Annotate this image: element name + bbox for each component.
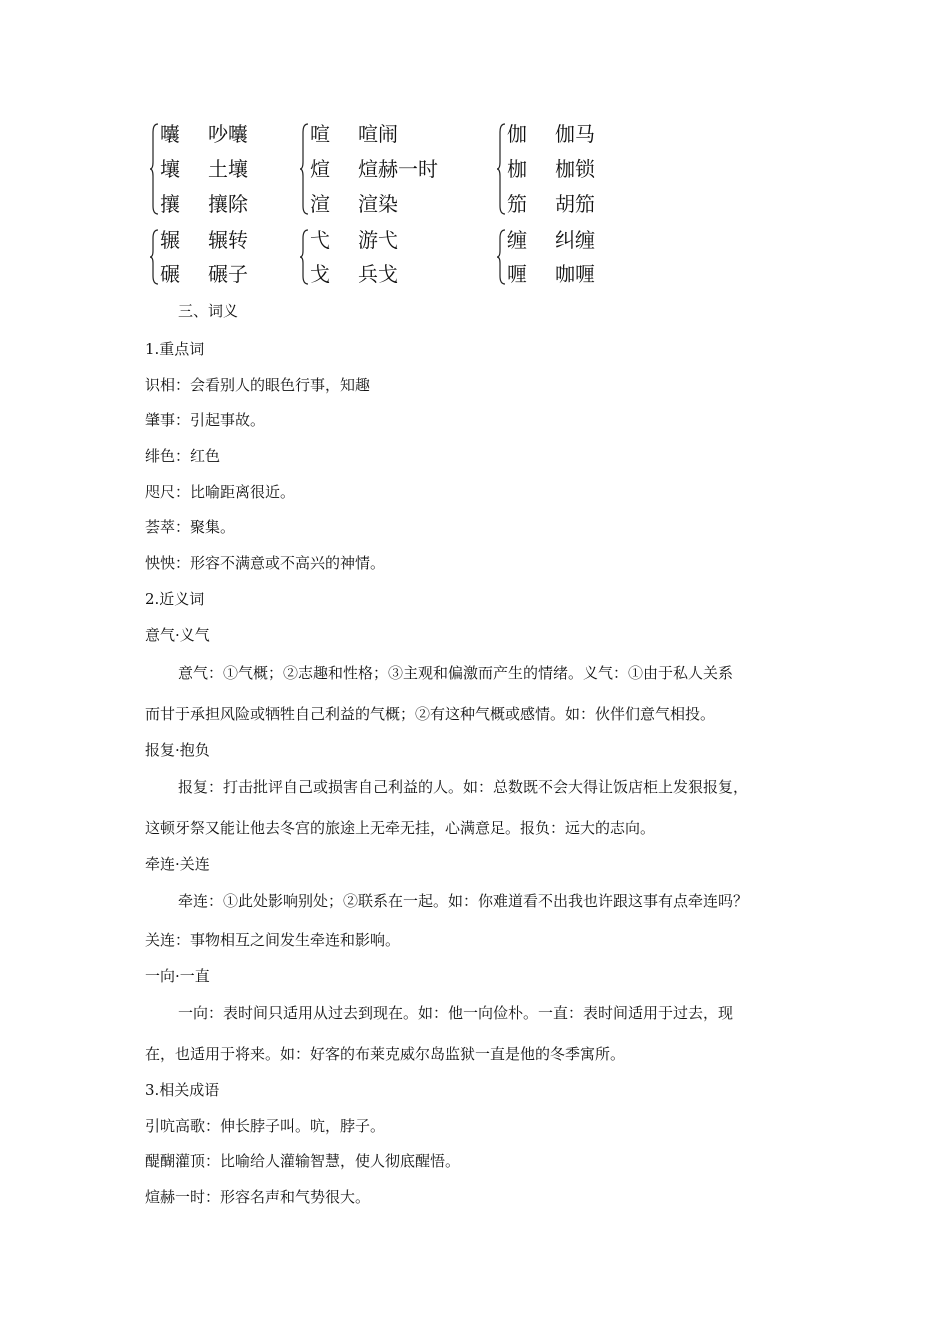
char-group-5 (300, 224, 470, 290)
char-row: 攘 攘除 (160, 192, 248, 216)
synonym-paragraph: 而甘于承担风险或牺牲自己利益的气概；②有这种气概或感情。如：伙伴们意气相投。 (145, 705, 716, 723)
char-row: 弋 游弋 (310, 228, 398, 252)
list-item: 咫尺：比喻距离很近。 (145, 483, 296, 501)
list-item: 荟萃：聚集。 (145, 518, 236, 536)
char-row: 囔 吵囔 (160, 122, 248, 146)
synonym-paragraph: 在，也适用于将来。如：好客的布莱克威尔岛监狱一直是他的冬季寓所。 (145, 1045, 626, 1063)
synonym-paragraph: 牵连：①此处影响别处；②联系在一起。如：你难道看不出我也许跟这事有点牵连吗？ (178, 892, 749, 910)
char-row: 笳 胡笳 (507, 192, 595, 216)
brace-icon (497, 118, 507, 220)
list-item: 识相：会看别人的眼色行事，知趣 (145, 376, 371, 394)
char-row: 枷 枷锁 (507, 157, 595, 181)
char-group-1 (150, 118, 300, 220)
section-title: 三、词义 (178, 302, 239, 320)
synonym-paragraph: 这顿牙祭又能让他去冬宫的旅途上无牵无挂，心满意足。报负：远大的志向。 (145, 819, 656, 837)
subsection-heading: 2.近义词 (145, 590, 205, 608)
char-group-3 (497, 118, 617, 220)
char-row: 碾 碾子 (160, 262, 248, 286)
list-item: 引吭高歌：伸长脖子叫。吭，脖子。 (145, 1117, 386, 1135)
subsection-heading: 3.相关成语 (145, 1081, 220, 1099)
list-item: 绯色：红色 (145, 447, 221, 465)
synonym-paragraph: 报复：打击批评自己或损害自己利益的人。如：总数既不会大得让饭店柜上发狠报复， (178, 778, 749, 796)
synonym-paragraph: 意气：①气概；②志趣和性格；③主观和偏激而产生的情绪。义气：①由于私人关系 (178, 664, 734, 682)
char-row: 渲 渲染 (310, 192, 398, 216)
char-row: 辗 辗转 (160, 228, 248, 252)
char-row: 伽 伽马 (507, 122, 595, 146)
char-group-2 (300, 118, 470, 220)
char-row: 戈 兵戈 (310, 262, 398, 286)
brace-icon (300, 118, 310, 220)
character-comparison-table (150, 118, 620, 290)
char-row: 喱 咖喱 (507, 262, 595, 286)
synonym-paragraph: 一向：表时间只适用从过去到现在。如：他一向俭朴。一直：表时间适用于过去，现 (178, 1004, 734, 1022)
brace-icon (150, 224, 160, 290)
char-row: 煊 煊赫一时 (310, 157, 438, 181)
char-group-4 (150, 224, 300, 290)
list-item: 肇事：引起事故。 (145, 411, 266, 429)
synonym-title: 意气·义气 (145, 626, 210, 644)
synonym-title: 一向·一直 (145, 967, 210, 985)
char-row: 喧 喧闹 (310, 122, 398, 146)
synonym-paragraph: 关连：事物相互之间发生牵连和影响。 (145, 931, 401, 949)
char-row: 缠 纠缠 (507, 228, 595, 252)
brace-icon (300, 224, 310, 290)
synonym-title: 报复·抱负 (145, 741, 210, 759)
synonym-title: 牵连·关连 (145, 855, 210, 873)
char-row: 壤 土壤 (160, 157, 248, 181)
list-item: 醍醐灌顶：比喻给人灌输智慧，使人彻底醒悟。 (145, 1152, 461, 1170)
list-item: 煊赫一时：形容名声和气势很大。 (145, 1188, 371, 1206)
list-item: 怏怏：形容不满意或不高兴的神情。 (145, 554, 386, 572)
brace-icon (497, 224, 507, 290)
subsection-heading: 1.重点词 (145, 340, 205, 358)
char-group-6 (497, 224, 617, 290)
brace-icon (150, 118, 160, 220)
